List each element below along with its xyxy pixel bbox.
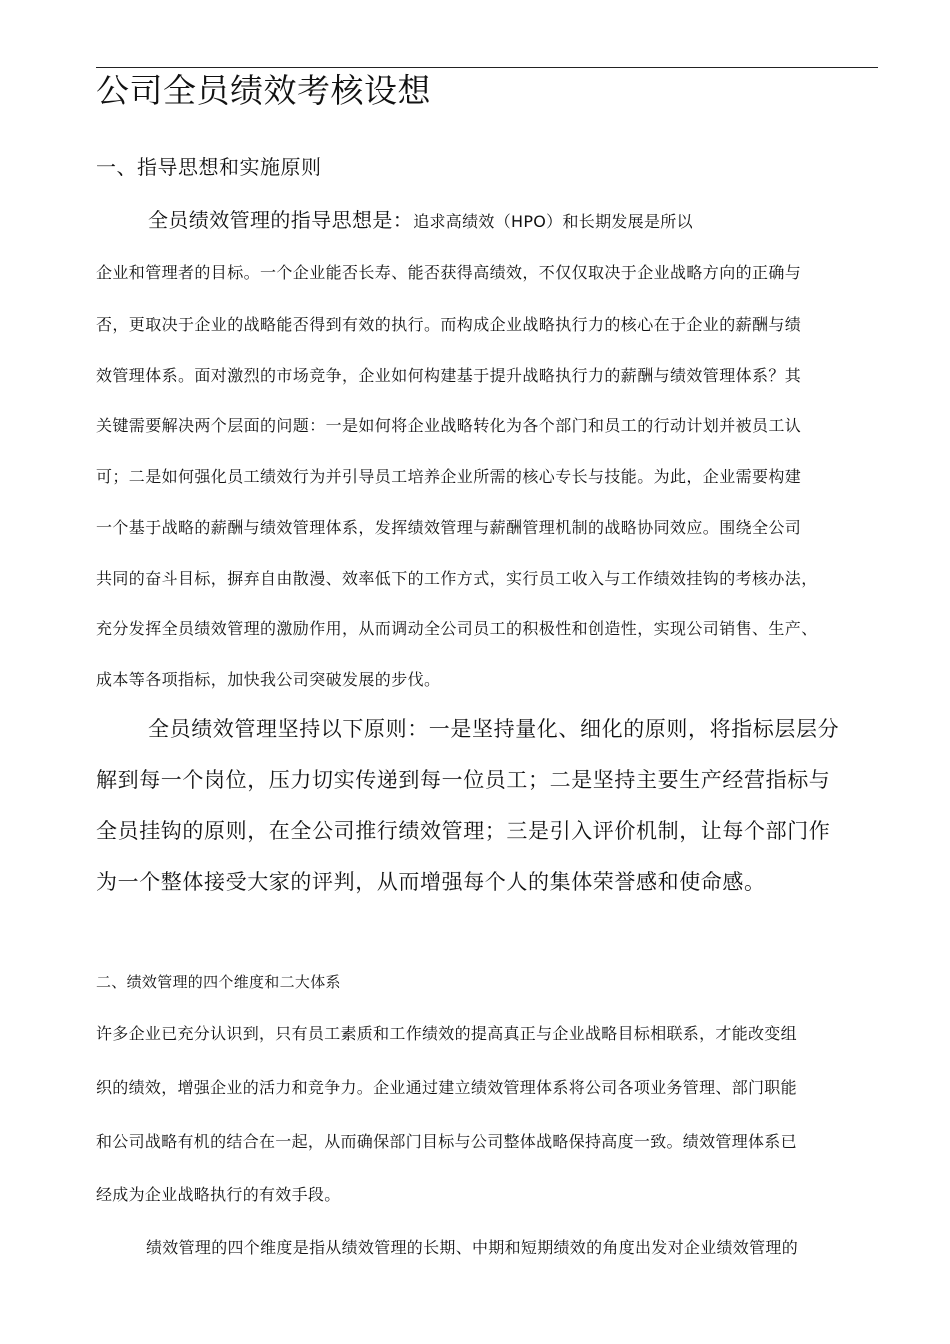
principle-line: 全员挂钩的原则，在全公司推行绩效管理；三是引入评价机制，让每个部门作 <box>96 819 831 843</box>
principle-line: 为一个整体接受大家的评判，从而增强每个人的集体荣誉感和使命感。 <box>96 870 766 894</box>
guiding-rest-text: 追求高绩效（HPO）和长期发展是所以 <box>413 212 693 231</box>
guiding-line: 充分发挥全员绩效管理的激励作用，从而调动全公司员工的积极性和创造性，实现公司销售、生产、 <box>96 619 818 638</box>
guiding-line: 效管理体系。面对激烈的市场竞争，企业如何构建基于提升战略执行力的薪酬与绩效管理体系？其 <box>96 366 802 385</box>
document-title: 公司全员绩效考核设想 <box>96 71 431 110</box>
guiding-line: 关键需要解决两个层面的问题：一是如何将企业战略转化为各个部门和员工的行动计划并被员工认 <box>96 416 802 435</box>
guiding-line: 成本等各项指标，加快我公司突破发展的步伐。 <box>96 670 441 689</box>
section-2-line: 许多企业已充分认识到，只有员工素质和工作绩效的提高真正与企业战略目标相联系，才能改变组 <box>96 1024 797 1043</box>
guiding-lead-text: 全员绩效管理的指导思想是： <box>148 208 414 232</box>
section-2-line: 绩效管理的四个维度是指从绩效管理的长期、中期和短期绩效的角度出发对企业绩效管理的 <box>146 1238 799 1257</box>
guiding-line: 可；二是如何强化员工绩效行为并引导员工培养企业所需的核心专长与技能。为此，企业需要构建 <box>96 467 802 486</box>
principle-line: 全员绩效管理坚持以下原则：一是坚持量化、细化的原则，将指标层层分 <box>148 717 840 741</box>
guiding-line: 共同的奋斗目标，摒弃自由散漫、效率低下的工作方式，实行员工收入与工作绩效挂钩的考核办法， <box>96 569 818 588</box>
guiding-line: 否，更取决于企业的战略能否得到有效的执行。而构成企业战略执行力的核心在于企业的薪酬与绩 <box>96 315 802 334</box>
section-2-line: 经成为企业战略执行的有效手段。 <box>96 1185 341 1204</box>
section-1-heading: 一、指导思想和实施原则 <box>96 155 322 179</box>
guiding-line: 一个基于战略的薪酬与绩效管理体系，发挥绩效管理与薪酬管理机制的战略协同效应。围绕全公司 <box>96 518 802 537</box>
section-2-heading: 二、绩效管理的四个维度和二大体系 <box>96 973 341 991</box>
section-2-line: 织的绩效，增强企业的活力和竞争力。企业通过建立绩效管理体系将公司各项业务管理、部门职能 <box>96 1078 797 1097</box>
section-2-line: 和公司战略有机的结合在一起，从而确保部门目标与公司整体战略保持高度一致。绩效管理体系已 <box>96 1132 797 1151</box>
principle-line: 解到每一个岗位，压力切实传递到每一位员工；二是坚持主要生产经营指标与 <box>96 768 831 792</box>
guiding-first-line <box>148 205 693 237</box>
guiding-line: 企业和管理者的目标。一个企业能否长寿、能否获得高绩效，不仅仅取决于企业战略方向的正确与 <box>96 263 802 282</box>
